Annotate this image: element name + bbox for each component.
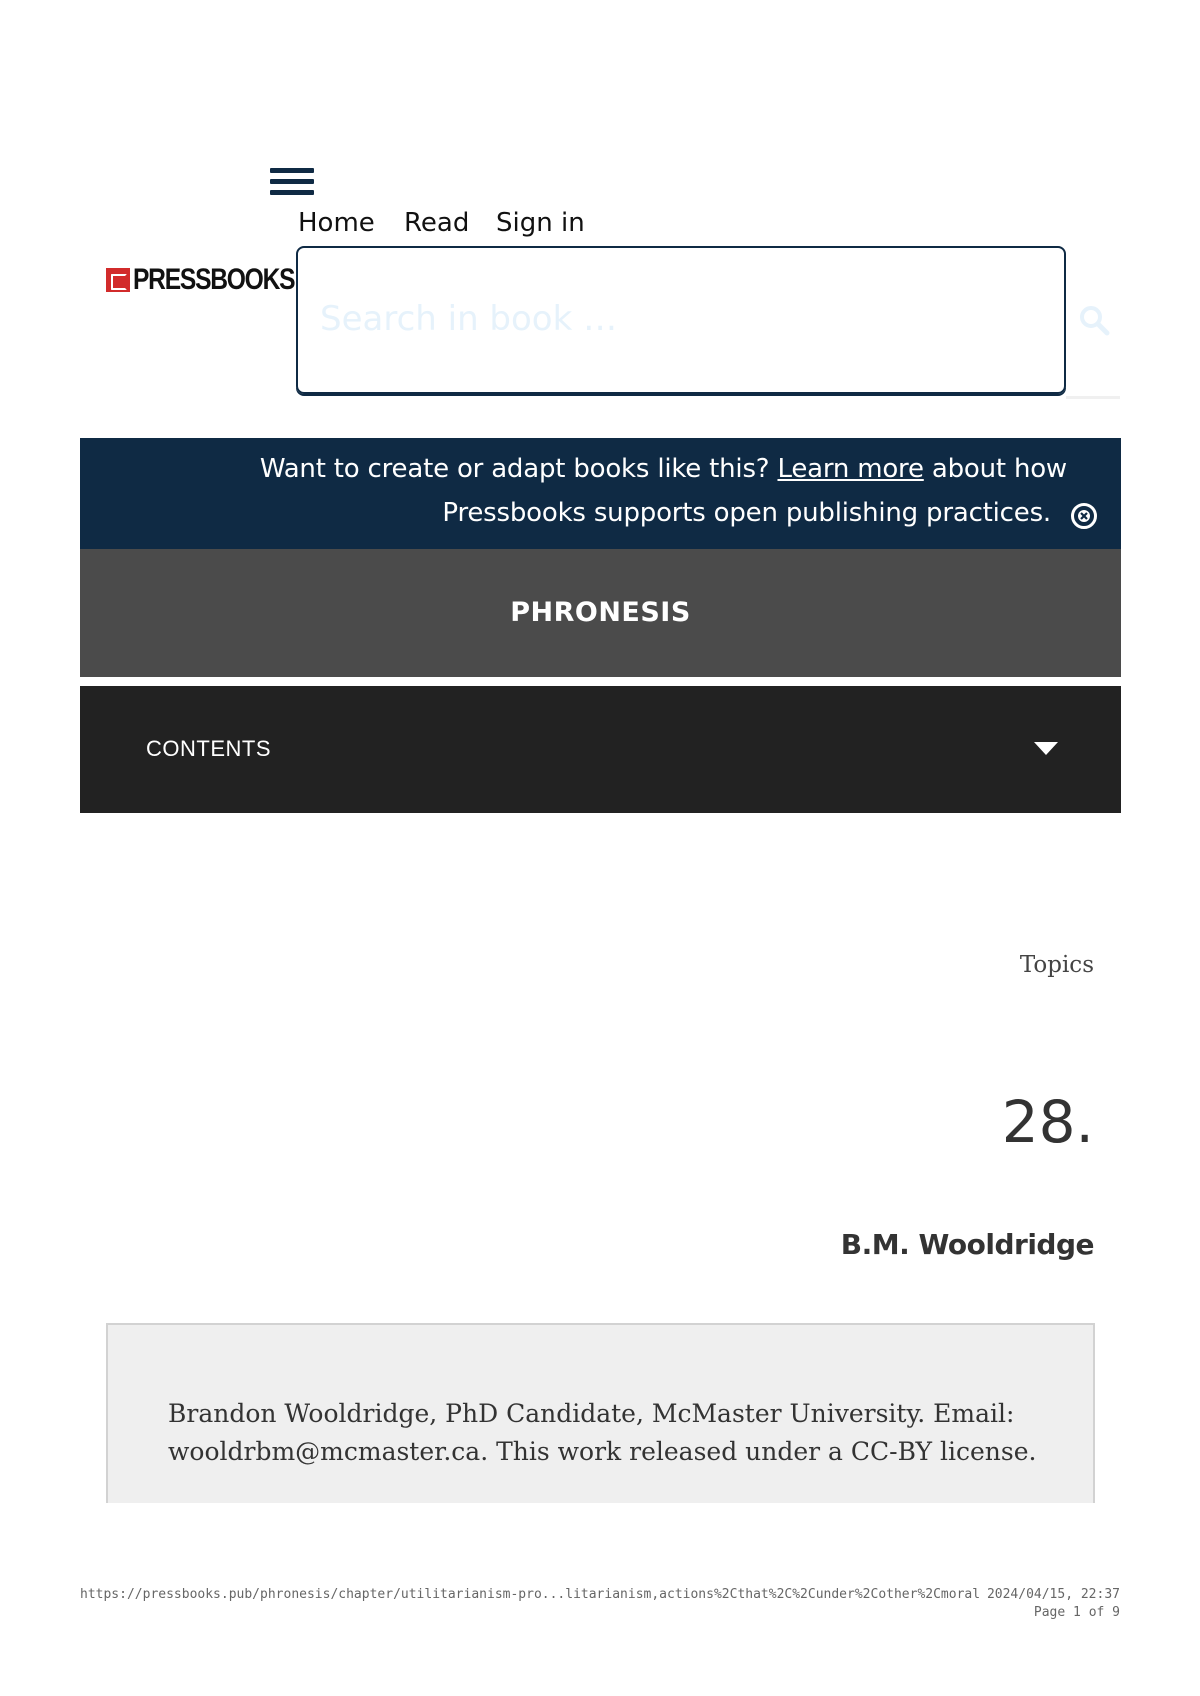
chapter-author: B.M. Wooldridge (840, 1228, 1094, 1261)
search-input[interactable] (318, 288, 1042, 350)
banner-text-before: Want to create or adapt books like this? (259, 454, 770, 484)
search-box (296, 246, 1066, 394)
book-title-bar (80, 549, 1121, 677)
learn-more-link[interactable]: Learn more (777, 454, 924, 484)
nav-read-link[interactable]: Read (404, 208, 470, 238)
banner-text-after: about how (931, 454, 1067, 484)
caret-down-icon (1034, 742, 1058, 755)
nav-read[interactable] (404, 208, 469, 238)
banner-line-2: Pressbooks supports open publishing practices. (442, 498, 1051, 528)
nav-sign-in-link[interactable]: Sign in (496, 208, 585, 238)
chapter-number: 28. (1001, 1088, 1094, 1156)
author-note-text: Brandon Wooldridge, PhD Candidate, McMaster University. Email: wooldrbm@mcmaster.ca. This work released under a CC-BY license. (168, 1399, 1037, 1466)
close-circle-icon[interactable] (1070, 502, 1098, 530)
logo-text: PRESSBOOKS (133, 263, 295, 296)
contents-toggle[interactable] (80, 686, 1121, 813)
author-note-box (106, 1323, 1095, 1503)
footer-datetime: 2024/04/15, 22:37 (986, 1587, 1120, 1602)
part-label: Topics (1019, 952, 1094, 978)
footer-page-number: Page 1 of 9 (1033, 1605, 1120, 1620)
hamburger-icon[interactable] (270, 168, 314, 200)
nav-sign-in[interactable] (496, 208, 585, 238)
nav-home-link[interactable]: Home (298, 208, 375, 238)
open-publishing-banner (80, 438, 1121, 549)
book-title[interactable]: PHRONESIS (510, 597, 691, 628)
search-button-underline (1066, 396, 1120, 399)
footer-url: https://pressbooks.pub/phronesis/chapter/utilitarianism-pro...litarianism,actions%2Cthat%2C%2Cunder%2Cother%2Cmoral (80, 1587, 981, 1602)
pressbooks-logo-mark-icon (106, 268, 130, 292)
search-icon[interactable] (1078, 304, 1110, 336)
nav-home[interactable] (298, 208, 375, 238)
banner-line-1 (260, 454, 1067, 484)
contents-label: CONTENTS (146, 736, 271, 761)
